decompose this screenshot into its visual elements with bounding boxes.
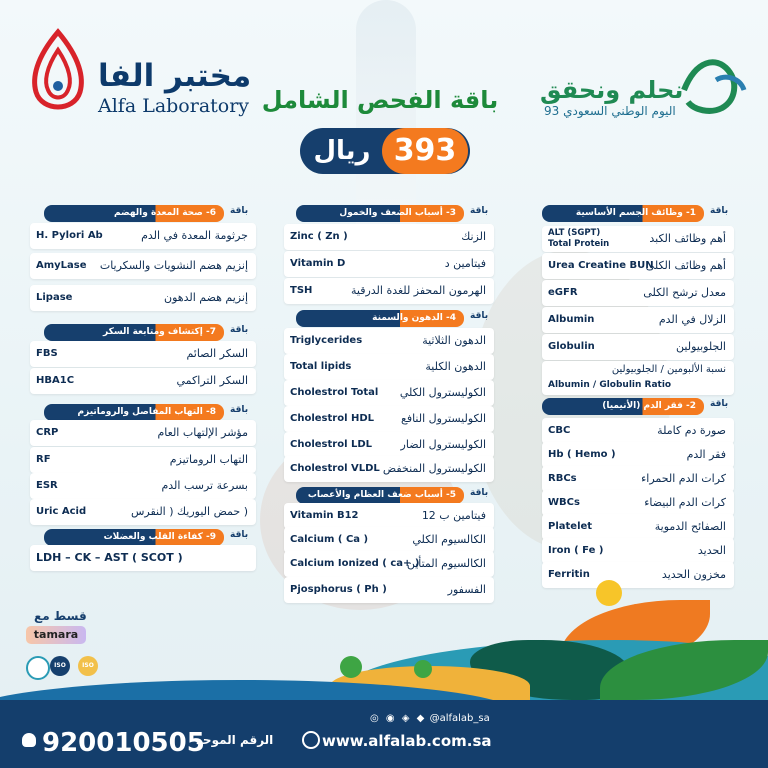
test-row bbox=[284, 224, 494, 250]
test-ar: نسبة الألبومين / الجلوبيولين bbox=[611, 364, 726, 375]
test-en: Iron ( Fe ) bbox=[548, 545, 604, 556]
test-en: LDH – CK – AST ( SCOT ) bbox=[36, 551, 183, 564]
test-row bbox=[284, 527, 494, 553]
test-row bbox=[542, 253, 734, 279]
sun-decoration bbox=[596, 580, 622, 606]
test-row bbox=[284, 456, 494, 482]
test-en: Vitamin B12 bbox=[290, 510, 359, 521]
test-row bbox=[30, 368, 256, 394]
test-en: Globulin bbox=[548, 341, 595, 352]
test-en: AmyLase bbox=[36, 260, 87, 271]
lab-name-ar: مختبر الفا bbox=[98, 58, 252, 94]
package-word: باقة bbox=[470, 206, 489, 216]
test-row bbox=[542, 442, 734, 468]
test-en: ESR bbox=[36, 480, 58, 491]
test-row bbox=[284, 551, 494, 577]
tree-decoration bbox=[340, 656, 362, 678]
test-row bbox=[284, 406, 494, 432]
test-en: Vitamin D bbox=[290, 258, 346, 269]
test-en: CBC bbox=[548, 425, 571, 436]
test-ar: الجلوبيولين bbox=[676, 340, 726, 353]
test-row bbox=[30, 545, 256, 571]
test-en: WBCs bbox=[548, 497, 580, 508]
test-en: TSH bbox=[290, 285, 313, 296]
test-en: Ferritin bbox=[548, 569, 590, 580]
package-word: باقة bbox=[230, 405, 249, 415]
test-ar: الكالسيوم المتأين bbox=[406, 557, 486, 570]
test-row bbox=[30, 420, 256, 446]
section-header bbox=[44, 205, 256, 222]
test-row bbox=[542, 334, 734, 360]
section-header bbox=[44, 404, 256, 421]
iso-badge: ISO bbox=[50, 656, 70, 676]
test-row bbox=[284, 432, 494, 458]
test-row bbox=[542, 490, 734, 516]
test-en: Pjosphorus ( Ph ) bbox=[290, 584, 387, 595]
test-en: Albumin bbox=[548, 314, 595, 325]
package-word: باقة bbox=[470, 311, 489, 321]
test-en: RBCs bbox=[548, 473, 577, 484]
test-ar: كرات الدم البيضاء bbox=[644, 496, 726, 509]
price-currency: ريال bbox=[313, 136, 371, 166]
test-row bbox=[542, 562, 734, 588]
test-ar: الكوليسترول الضار bbox=[400, 438, 486, 451]
test-ar: التهاب الروماتيزم bbox=[169, 453, 248, 466]
test-ar: الدهون الكلية bbox=[425, 360, 486, 373]
price-value: 393 bbox=[382, 128, 468, 174]
test-en: Lipase bbox=[36, 292, 73, 303]
package-word: باقة bbox=[470, 488, 489, 498]
test-row bbox=[30, 253, 256, 279]
test-en: H. Pylori Ab bbox=[36, 230, 103, 241]
test-row bbox=[284, 577, 494, 603]
test-row bbox=[284, 328, 494, 354]
test-row bbox=[542, 418, 734, 444]
test-ar: السكر التراكمي bbox=[176, 374, 248, 387]
phone-number[interactable]: 920010505 bbox=[42, 728, 205, 758]
test-en: Calcium Ionized ( ca+ ) bbox=[290, 558, 420, 569]
support-agent-icon bbox=[22, 733, 36, 747]
section-header bbox=[542, 205, 736, 222]
tree-decoration bbox=[414, 660, 432, 678]
test-ar: الزلال في الدم bbox=[658, 313, 726, 326]
test-en: Cholestrol HDL bbox=[290, 413, 375, 424]
test-ar: صورة دم كاملة bbox=[657, 424, 726, 437]
test-ar: كرات الدم الحمراء bbox=[641, 472, 726, 485]
cert-badge-icon bbox=[26, 656, 50, 680]
globe-icon bbox=[302, 731, 320, 749]
test-row bbox=[30, 473, 256, 499]
test-row bbox=[542, 361, 734, 395]
campaign-subtitle: اليوم الوطني السعودي 93 bbox=[544, 104, 676, 118]
test-ar: جرثومة المعدة في الدم bbox=[141, 229, 248, 242]
test-row bbox=[284, 278, 494, 304]
test-en: FBS bbox=[36, 348, 58, 359]
test-row bbox=[284, 380, 494, 406]
test-ar: أهم وظائف الكبد bbox=[649, 232, 726, 245]
test-en: ALT (SGPT) Total Protein bbox=[548, 228, 610, 249]
tamara-badge[interactable]: tamara bbox=[26, 626, 86, 644]
test-row bbox=[542, 538, 734, 564]
section-header bbox=[296, 487, 496, 504]
website-link[interactable]: www.alfalab.com.sa bbox=[322, 732, 492, 750]
package-word: باقة bbox=[230, 325, 249, 335]
section-title: 8- التهاب المفاصل والروماتيزم bbox=[77, 407, 216, 417]
section-header bbox=[44, 529, 256, 546]
section-header bbox=[296, 310, 496, 327]
package-word: باقة bbox=[710, 206, 729, 216]
test-en: Uric Acid bbox=[36, 506, 87, 517]
test-ar: الكوليسترول الكلي bbox=[399, 386, 486, 399]
section-title: 4- الدهون والسمنة bbox=[372, 313, 456, 323]
social-icons: ◎ ◉ ◈ ◆ bbox=[370, 713, 427, 724]
section-header bbox=[296, 205, 496, 222]
test-row bbox=[30, 285, 256, 311]
social-handle[interactable]: ◎ ◉ ◈ ◆ @alfalab_sa bbox=[370, 713, 490, 724]
test-en: CRP bbox=[36, 427, 59, 438]
test-ar: إنزيم هضم النشويات والسكريات bbox=[99, 259, 248, 272]
test-row bbox=[542, 466, 734, 492]
test-ar: الكالسيوم الكلي bbox=[412, 533, 486, 546]
test-row bbox=[284, 251, 494, 277]
test-en: Albumin / Globulin Ratio bbox=[548, 380, 672, 390]
test-en: Hb ( Hemo ) bbox=[548, 449, 616, 460]
test-ar: الكوليسترول النافع bbox=[400, 412, 486, 425]
test-en: Zinc ( Zn ) bbox=[290, 231, 348, 242]
test-ar: معدل ترشح الكلى bbox=[643, 286, 726, 299]
test-ar: الدهون الثلاثية bbox=[422, 334, 486, 347]
test-row bbox=[30, 223, 256, 249]
package-title: باقة الفحص الشامل bbox=[261, 86, 499, 114]
section-header bbox=[542, 398, 736, 415]
section-title: 1- وظائف الجسم الأساسية bbox=[575, 208, 696, 218]
package-word: باقة bbox=[710, 399, 729, 409]
lab-name-en: Alfa Laboratory bbox=[98, 95, 250, 117]
test-ar: فيتامين د bbox=[444, 257, 486, 270]
test-ar: فقر الدم bbox=[686, 448, 726, 461]
test-ar: الزنك bbox=[461, 230, 486, 243]
test-ar: الهرمون المحفز للغدة الدرقية bbox=[351, 284, 486, 297]
test-ar: الحديد bbox=[697, 544, 726, 557]
test-row bbox=[542, 280, 734, 306]
test-ar: أهم وظائف الكلى bbox=[645, 259, 726, 272]
test-en: Cholestrol VLDL bbox=[290, 463, 380, 474]
test-ar: الفسفور bbox=[447, 583, 486, 596]
test-en: Cholestrol LDL bbox=[290, 439, 373, 450]
test-en: Total lipids bbox=[290, 361, 352, 372]
test-row bbox=[542, 514, 734, 540]
package-word: باقة bbox=[230, 530, 249, 540]
section-title: 5- أسباب ضعف العظام والأعصاب bbox=[307, 490, 456, 500]
test-en: Cholestrol Total bbox=[290, 387, 379, 398]
background-tower bbox=[356, 0, 416, 240]
test-en: Platelet bbox=[548, 521, 593, 532]
iso-badge: ISO bbox=[78, 656, 98, 676]
national-day-logo-icon bbox=[676, 50, 752, 116]
test-ar: بسرعة ترسب الدم bbox=[161, 479, 248, 492]
test-ar: مخزون الحديد bbox=[661, 568, 726, 581]
package-word: باقة bbox=[230, 206, 249, 216]
test-en: Urea Creatine BUN bbox=[548, 260, 654, 271]
campaign-title: نحلم ونحقق bbox=[540, 76, 684, 104]
test-en: eGFR bbox=[548, 287, 578, 298]
alfa-logo-icon bbox=[26, 28, 90, 118]
test-en: Triglycerides bbox=[290, 335, 363, 346]
test-en: HBA1C bbox=[36, 375, 75, 386]
test-ar: الصفائح الدموية bbox=[654, 520, 726, 533]
test-ar: مؤشر الإلتهاب العام bbox=[157, 426, 248, 439]
section-title: 3- أسباب الضعف والخمول bbox=[339, 208, 456, 218]
section-title: 2- فقر الدم (الأنيميا) bbox=[602, 401, 696, 411]
test-ar: ( حمض اليوريك ( النقرس bbox=[130, 505, 248, 518]
test-row bbox=[542, 307, 734, 333]
test-ar: فيتامين ب 12 bbox=[421, 509, 486, 522]
test-row bbox=[30, 499, 256, 525]
installments-label: قسط مع bbox=[34, 609, 87, 623]
section-title: 9- كفاءة القلب والعضلات bbox=[103, 532, 216, 542]
test-row bbox=[542, 226, 734, 252]
test-ar: الكوليسترول المنخفض bbox=[382, 462, 486, 475]
phone-label: الرقم الموحد bbox=[196, 733, 274, 747]
section-title: 7- إكتشاف ومتابعة السكر bbox=[103, 327, 216, 337]
test-en: RF bbox=[36, 454, 51, 465]
test-ar: إنزيم هضم الدهون bbox=[164, 291, 248, 304]
test-row bbox=[30, 341, 256, 367]
test-ar: السكر الصائم bbox=[186, 347, 248, 360]
test-row bbox=[284, 503, 494, 529]
section-title: 6- صحة المعدة والهضم bbox=[113, 208, 216, 218]
test-row bbox=[30, 447, 256, 473]
test-row bbox=[284, 354, 494, 380]
section-header bbox=[44, 324, 256, 341]
test-en: Calcium ( Ca ) bbox=[290, 534, 369, 545]
